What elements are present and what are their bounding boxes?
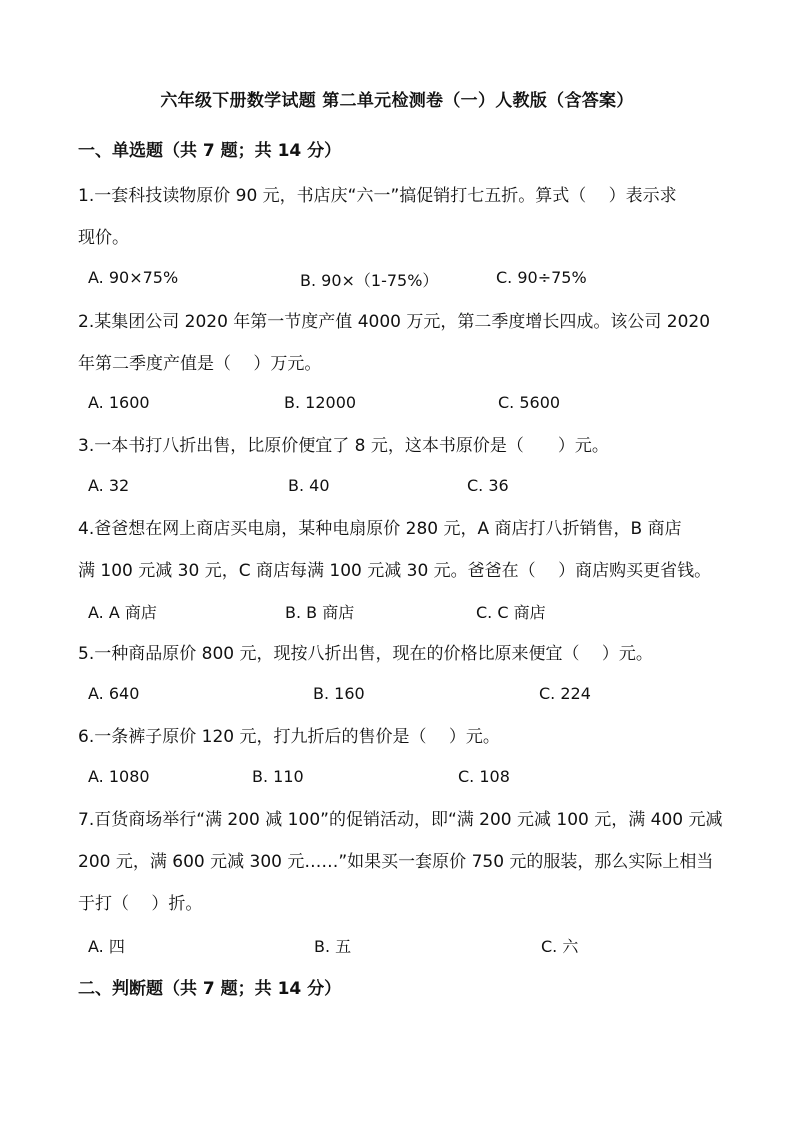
question-line: 年第二季度产值是（ ）万元。	[78, 354, 322, 374]
question-line: 3.一本书打八折出售，比原价便宜了 8 元，这本书原价是（ ）元。	[78, 436, 609, 456]
option-b: B. 12000	[284, 393, 357, 412]
question-line: 5.一种商品原价 800 元，现按八折出售，现在的价格比原来便宜（ ）元。	[78, 644, 653, 664]
question-7	[78, 799, 728, 925]
option-b: B. 110	[252, 767, 304, 786]
question-line: 7.百货商场举行“满 200 减 100”的促销活动，即“满 200 元减 100 元，满 400 元减	[78, 810, 723, 830]
option-c: C. 90÷75%	[496, 268, 587, 287]
section-heading-single-choice: 一、单选题（共 7 题；共 14 分）	[78, 141, 342, 161]
question-line: 现价。	[78, 228, 129, 248]
question-6	[78, 716, 728, 758]
question-3	[78, 425, 728, 467]
question-3-options	[88, 476, 728, 500]
option-a: A. A 商店	[88, 603, 157, 622]
question-line: 于打（ ）折。	[78, 894, 203, 914]
question-4	[78, 508, 728, 592]
option-b: B. B 商店	[285, 603, 355, 622]
question-line: 满 100 元减 30 元，C 商店每满 100 元减 30 元。爸爸在（ ）商店购买更省钱。	[78, 561, 712, 581]
question-6-options	[88, 767, 728, 791]
option-b: B. 160	[313, 684, 365, 703]
option-a: A. 四	[88, 937, 125, 956]
option-a: A. 640	[88, 684, 140, 703]
option-c: C. 224	[539, 684, 591, 703]
question-line: 4.爸爸想在网上商店买电扇，某种电扇原价 280 元，A 商店打八折销售，B 商店	[78, 519, 682, 539]
option-a: A. 90×75%	[88, 268, 179, 287]
question-4-options	[88, 600, 728, 624]
option-b: B. 40	[288, 476, 330, 495]
question-line: 6.一条裤子原价 120 元，打九折后的售价是（ ）元。	[78, 727, 500, 747]
question-5	[78, 633, 728, 675]
question-2	[78, 301, 728, 385]
question-line: 2.某集团公司 2020 年第一节度产值 4000 万元，第二季度增长四成。该公司 2020	[78, 312, 711, 332]
question-5-options	[88, 684, 728, 708]
option-b: B. 90×（1-75%）	[300, 271, 439, 290]
question-1-options	[88, 268, 728, 292]
option-b: B. 五	[314, 937, 352, 956]
option-c: C. C 商店	[476, 603, 546, 622]
option-a: A. 1600	[88, 393, 150, 412]
question-2-options	[88, 393, 728, 417]
question-line: 1.一套科技读物原价 90 元，书店庆“六一”搞促销打七五折。算式（ ）表示求	[78, 186, 677, 206]
option-c: C. 36	[467, 476, 509, 495]
question-7-options	[88, 934, 728, 958]
section-heading-true-false: 二、判断题（共 7 题；共 14 分）	[78, 979, 342, 999]
option-c: C. 108	[458, 767, 510, 786]
option-a: A. 32	[88, 476, 130, 495]
page-title: 六年级下册数学试题 第二单元检测卷（一）人教版（含答案）	[160, 91, 634, 111]
question-1	[78, 175, 728, 259]
option-a: A. 1080	[88, 767, 150, 786]
option-c: C. 六	[541, 937, 579, 956]
question-line: 200 元，满 600 元减 300 元……”如果买一套原价 750 元的服装，那么实际上相当	[78, 852, 714, 872]
option-c: C. 5600	[498, 393, 561, 412]
